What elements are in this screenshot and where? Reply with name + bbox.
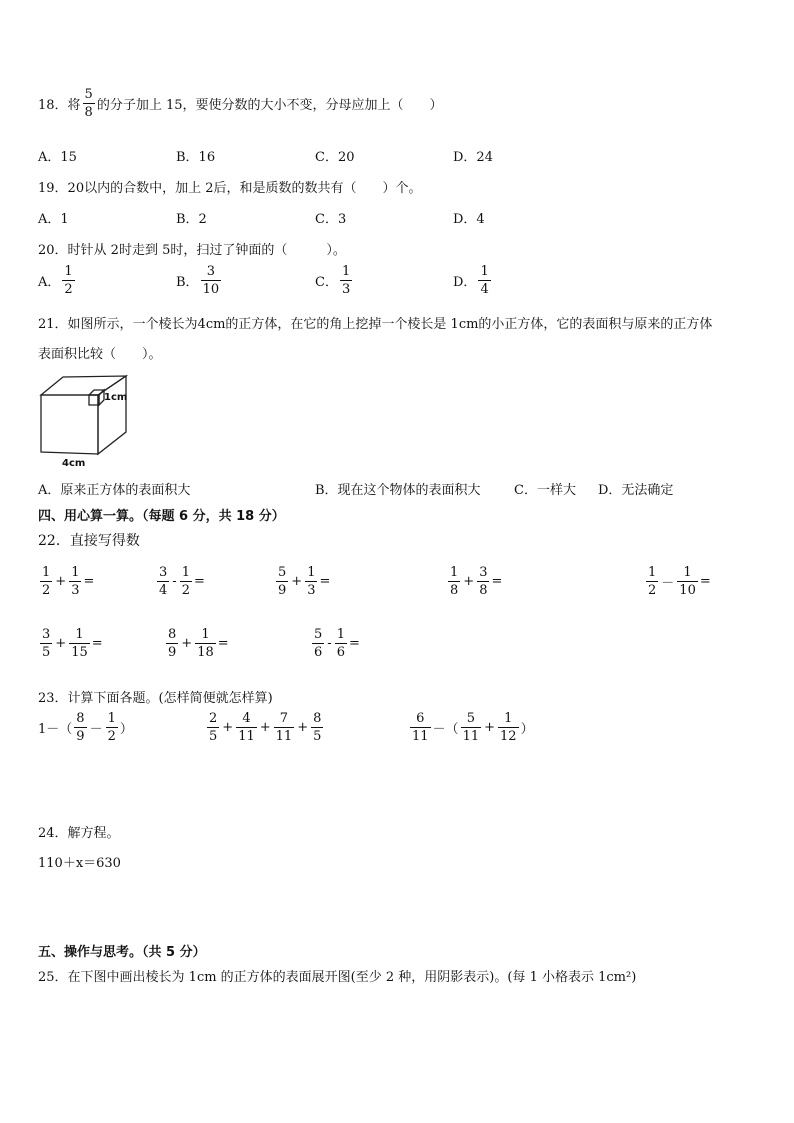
q20-option-d[interactable]: D． $\frac{1}{4}$ — [453, 264, 489, 297]
q23-title: 23．计算下面各题。(怎样简便就怎样算) — [38, 691, 273, 706]
q21-stem-line1: 21．如图所示，一个棱长为4cm的正方体，在它的角上挖掉一个棱长是 1cm的小正方体，它的表面积与原来的正方体 — [38, 317, 713, 332]
q22-title: 22．直接写得数 — [38, 533, 140, 549]
q22-expr-1: $\frac{1}{2}$ + $\frac{1}{3}$ = — [42, 565, 95, 598]
q18-fraction: $\frac{5}{8}$ — [84, 87, 93, 120]
q20-option-c[interactable]: C． $\frac{1}{3}$ — [315, 264, 351, 297]
big-edge-label: 4cm — [62, 458, 86, 469]
q23-expr-1: 1－（ $\frac{8}{9}$ － $\frac{1}{2}$ ） — [38, 711, 133, 744]
q19-option-d[interactable]: D．4 — [453, 212, 485, 227]
q23-expr-3: $\frac{6}{11}$ －（ $\frac{5}{11}$ + $\frac{1}{12}$ ） — [412, 711, 534, 744]
q21-option-c[interactable]: C．一样大 — [514, 483, 576, 498]
q18-option-c[interactable]: C．20 — [315, 150, 355, 165]
q22-expr-5: $\frac{1}{2}$ － $\frac{1}{10}$ = — [648, 565, 711, 598]
q22-expr-4: $\frac{1}{8}$ + $\frac{3}{8}$ = — [450, 565, 503, 598]
q22-expr-6: $\frac{3}{5}$ + $\frac{1}{15}$ = — [42, 627, 103, 660]
q18-option-b[interactable]: B．16 — [176, 150, 216, 165]
q21-option-b[interactable]: B．现在这个物体的表面积大 — [315, 483, 481, 498]
q23-expr-2: $\frac{2}{5}$ + $\frac{4}{11}$ + $\frac{7}{11}$ + $\frac{8}{5}$ — [209, 711, 322, 744]
q20-option-b[interactable]: B． $\frac{3}{10}$ — [176, 264, 220, 297]
q24-title: 24．解方程。 — [38, 826, 120, 841]
cube-figure — [36, 372, 136, 470]
q18-option-d[interactable]: D．24 — [453, 150, 493, 165]
q19-option-c[interactable]: C．3 — [315, 212, 347, 227]
q19-option-b[interactable]: B．2 — [176, 212, 207, 227]
q22-expr-2: $\frac{3}{4}$ - $\frac{1}{2}$ = — [159, 565, 205, 598]
q21-stem-line2: 表面积比较（ ）。 — [38, 347, 162, 362]
q19-option-a[interactable]: A．1 — [38, 212, 69, 227]
q20-stem: 20．时针从 2时走到 5时，扫过了钟面的（ ）。 — [38, 243, 346, 258]
section-5-title: 五、操作与思考。（共 5 分） — [38, 945, 206, 960]
q22-expr-8: $\frac{5}{6}$ - $\frac{1}{6}$ = — [314, 627, 360, 660]
q25-stem: 25．在下图中画出棱长为 1cm 的正方体的表面展开图(至少 2 种，用阴影表示)。(每 1 小格表示 1cm²) — [38, 970, 637, 985]
q20-option-a[interactable]: A． $\frac{1}{2}$ — [38, 264, 73, 297]
q18-stem: 18．将 $\frac{5}{8}$ 的分子加上 15，要使分数的大小不变，分母应加上（ ） — [38, 87, 443, 120]
q19-stem: 19．20以内的合数中，加上 2后，和是质数的数共有（ ）个。 — [38, 181, 422, 196]
q24-equation: 110＋x＝630 — [38, 856, 121, 871]
q21-option-a[interactable]: A．原来正方体的表面积大 — [38, 483, 191, 498]
q22-expr-7: $\frac{8}{9}$ + $\frac{1}{18}$ = — [168, 627, 229, 660]
section-4-title: 四、用心算一算。（每题 6 分，共 18 分） — [38, 509, 285, 524]
q18-option-a[interactable]: A．15 — [38, 150, 77, 165]
q22-expr-3: $\frac{5}{9}$ + $\frac{1}{3}$ = — [278, 565, 331, 598]
q21-option-d[interactable]: D．无法确定 — [598, 483, 674, 498]
small-edge-label: 1cm — [104, 392, 128, 403]
